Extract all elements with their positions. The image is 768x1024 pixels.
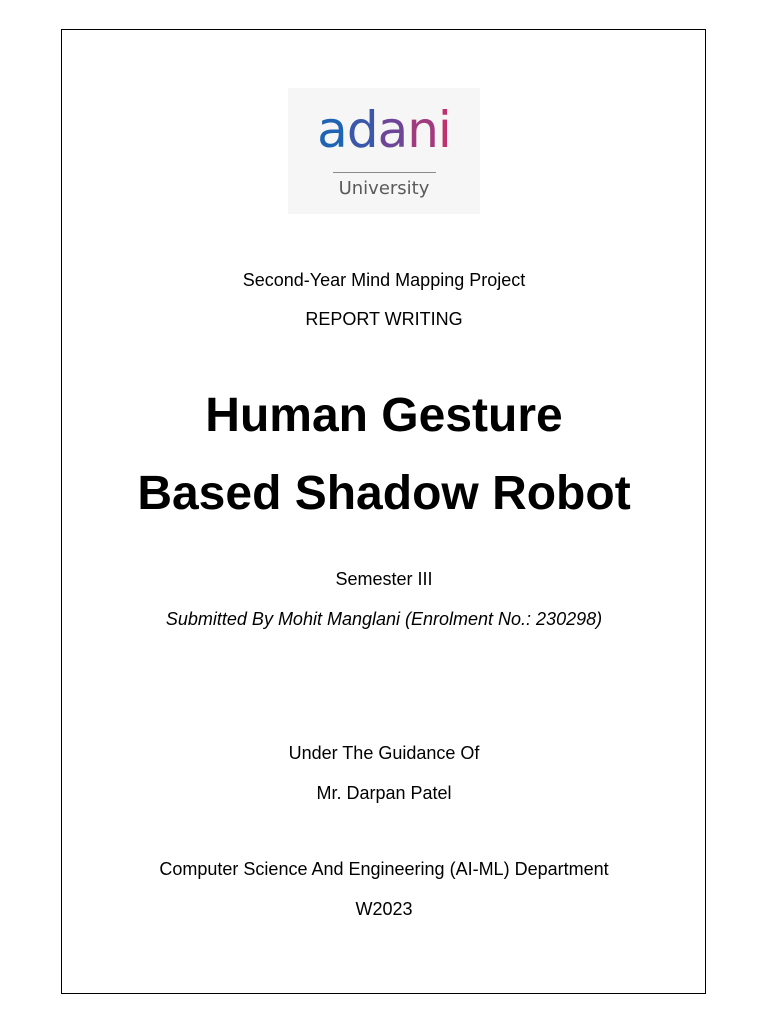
- logo-letter: i: [437, 101, 451, 159]
- guide-name: Mr. Darpan Patel: [316, 783, 452, 803]
- guidance-label: Under The Guidance Of: [288, 743, 480, 763]
- logo-letter: d: [346, 101, 378, 159]
- semester: Semester III: [335, 569, 433, 589]
- term: W2023: [355, 899, 413, 919]
- logo-wordmark: [288, 102, 480, 158]
- logo-subtext: University: [338, 178, 430, 199]
- logo-divider: [333, 172, 436, 173]
- project-name: Second-Year Mind Mapping Project: [242, 270, 526, 290]
- submitted-by: Submitted By Mohit Manglani (Enrolment No.: 230298): [165, 609, 603, 629]
- report-title-line-2: Based Shadow Robot: [137, 467, 631, 520]
- report-type: REPORT WRITING: [305, 309, 463, 329]
- logo-letter: a: [317, 101, 347, 159]
- department: Computer Science And Engineering (AI-ML) Department: [159, 859, 609, 879]
- report-title-line-1: Human Gesture: [205, 389, 563, 442]
- logo-letter: a: [377, 101, 408, 159]
- university-logo: [288, 88, 480, 214]
- logo-letter: n: [407, 101, 438, 159]
